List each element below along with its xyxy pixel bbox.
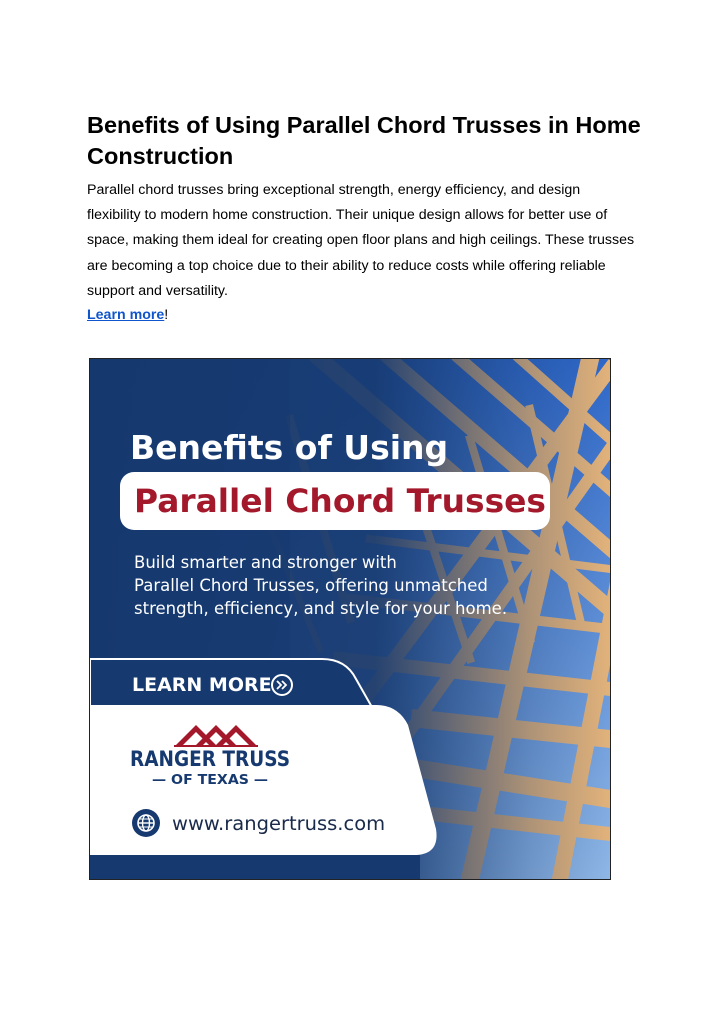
learn-more-suffix: ! xyxy=(164,307,169,323)
intro-paragraph: Parallel chord trusses bring exceptional strength, energy efficiency, and design flexibility to modern home construction. Their unique design allows for better use of space, making them ideal for creating open floor plans and high ceilings. These trusses are becoming a top choice due to their ability to reduce costs while offering reliable support and versatility. xyxy=(87,182,635,299)
logo-subtitle: — OF TEXAS — xyxy=(152,772,268,788)
learn-more-link[interactable]: Learn more xyxy=(87,307,165,323)
banner-body-line-1: Build smarter and stronger with xyxy=(134,553,397,572)
bottom-strip xyxy=(90,855,420,879)
banner-body-line-3: strength, efficiency, and style for your home. xyxy=(134,599,508,618)
banner-body-line-2: Parallel Chord Trusses, offering unmatched xyxy=(134,576,488,595)
banner-graphic xyxy=(90,359,610,879)
learn-more-button-label: LEARN MORE xyxy=(132,674,272,696)
logo-name: RANGER TRUSS xyxy=(130,747,290,771)
promo-banner-image[interactable] xyxy=(89,358,611,880)
banner-headline-main: Parallel Chord Trusses xyxy=(134,482,546,520)
website-url: www.rangertruss.com xyxy=(172,812,386,835)
banner-headline-top: Benefits of Using xyxy=(130,428,449,467)
globe-icon xyxy=(132,809,160,837)
learn-more-line xyxy=(87,303,168,328)
page-title: Benefits of Using Parallel Chord Trusses in Home Construction xyxy=(87,112,641,169)
